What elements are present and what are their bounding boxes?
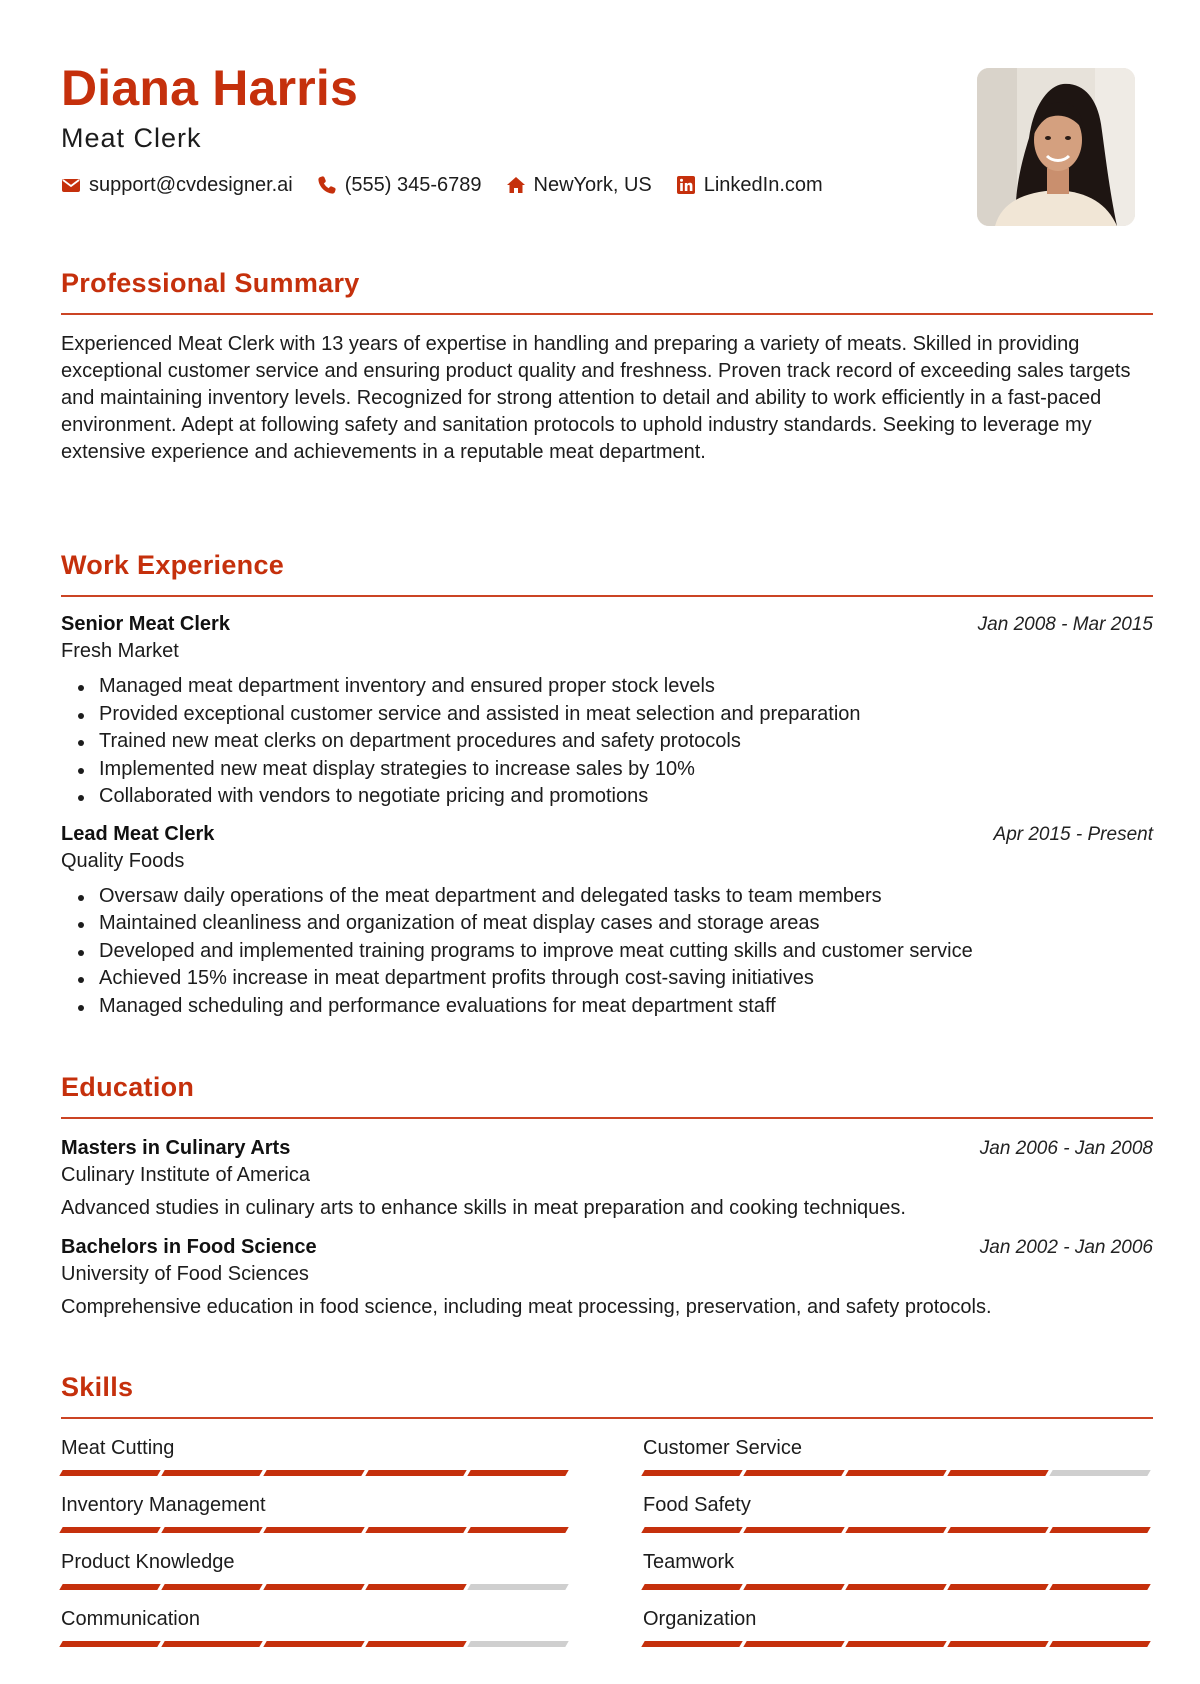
skill-level-segment-filled xyxy=(947,1641,1048,1647)
skill-level-bar xyxy=(643,1641,1153,1647)
skill-level-segment-empty xyxy=(467,1584,568,1590)
skill-level-segment-filled xyxy=(641,1527,742,1533)
section-title-experience: Work Experience xyxy=(61,550,285,580)
skill-item xyxy=(61,1551,571,1590)
skill-level-segment-filled xyxy=(365,1470,466,1476)
section-title-summary: Professional Summary xyxy=(61,268,360,298)
skill-level-segment-filled xyxy=(365,1527,466,1533)
education-entry xyxy=(61,1137,1153,1220)
skill-level-segment-filled xyxy=(365,1584,466,1590)
phone-icon xyxy=(317,175,337,195)
linkedin-text: LinkedIn.com xyxy=(703,173,823,196)
section-title-education: Education xyxy=(61,1072,195,1102)
contact-bar xyxy=(61,174,901,197)
skill-level-segment-filled xyxy=(743,1641,844,1647)
section-divider xyxy=(61,1117,1153,1119)
school-name: Culinary Institute of America xyxy=(61,1164,310,1186)
skill-level-segment-filled xyxy=(467,1527,568,1533)
skill-level-segment-filled xyxy=(263,1641,364,1647)
skill-item xyxy=(61,1494,571,1533)
skill-level-segment-empty xyxy=(467,1641,568,1647)
skill-level-segment-filled xyxy=(263,1527,364,1533)
skill-item xyxy=(61,1437,571,1476)
contact-email[interactable] xyxy=(61,174,293,197)
skill-name: Meat Cutting xyxy=(61,1437,175,1459)
skill-level-bar xyxy=(61,1470,571,1476)
skill-level-segment-filled xyxy=(641,1641,742,1647)
section-title-skills: Skills xyxy=(61,1372,134,1402)
skill-name: Organization xyxy=(643,1608,757,1630)
contact-phone[interactable] xyxy=(317,174,482,197)
skill-level-segment-filled xyxy=(845,1470,946,1476)
linkedin-icon xyxy=(676,175,696,195)
job-dates: Apr 2015 - Present xyxy=(993,823,1153,845)
phone-text: (555) 345-6789 xyxy=(344,173,482,196)
skill-level-segment-filled xyxy=(59,1470,160,1476)
job-title: Lead Meat Clerk xyxy=(61,822,215,845)
skill-level-segment-filled xyxy=(59,1527,160,1533)
skill-name: Teamwork xyxy=(643,1551,735,1573)
skill-level-bar xyxy=(61,1641,571,1647)
job-bullet: Developed and implemented training programs to improve meat cutting skills and customer service xyxy=(61,938,1153,966)
skill-level-segment-filled xyxy=(845,1527,946,1533)
skill-level-segment-filled xyxy=(161,1641,262,1647)
skills-grid xyxy=(61,1419,1153,1667)
education-description: Comprehensive education in food science, including meat processing, preservation, and safety protocols. xyxy=(61,1296,992,1318)
education-section xyxy=(61,1072,1153,1319)
skill-level-segment-filled xyxy=(161,1584,262,1590)
education-entry xyxy=(61,1236,1153,1319)
skill-level-segment-filled xyxy=(365,1641,466,1647)
envelope-icon xyxy=(61,175,81,195)
skill-level-bar xyxy=(643,1584,1153,1590)
job-bullet: Maintained cleanliness and organization of meat display cases and storage areas xyxy=(61,910,1153,938)
skill-level-segment-filled xyxy=(161,1470,262,1476)
degree-title: Masters in Culinary Arts xyxy=(61,1137,291,1159)
skill-level-segment-filled xyxy=(743,1527,844,1533)
skill-level-segment-filled xyxy=(263,1584,364,1590)
job-bullet: Trained new meat clerks on department procedures and safety protocols xyxy=(61,728,1153,756)
home-icon xyxy=(506,175,526,195)
skills-section xyxy=(61,1372,1153,1667)
job-bullet: Managed scheduling and performance evaluations for meat department staff xyxy=(61,993,1153,1021)
contact-linkedin[interactable] xyxy=(676,174,823,197)
candidate-role: Meat Clerk xyxy=(61,122,202,153)
skill-level-bar xyxy=(61,1527,571,1533)
job-bullet: Implemented new meat display strategies to increase sales by 10% xyxy=(61,756,1153,784)
skill-level-segment-filled xyxy=(1049,1584,1150,1590)
candidate-name: Diana Harris xyxy=(61,60,358,116)
job-entry xyxy=(61,823,1153,1021)
skill-item xyxy=(643,1551,1153,1590)
skill-name: Customer Service xyxy=(643,1437,802,1459)
skill-level-segment-filled xyxy=(641,1584,742,1590)
skill-level-segment-filled xyxy=(947,1584,1048,1590)
job-bullets xyxy=(61,883,1153,1021)
job-title: Senior Meat Clerk xyxy=(61,613,230,635)
skill-level-segment-filled xyxy=(947,1470,1048,1476)
school-name: University of Food Sciences xyxy=(61,1263,309,1285)
skill-level-segment-filled xyxy=(641,1470,742,1476)
experience-section xyxy=(61,550,1153,1020)
job-bullets xyxy=(61,673,1153,811)
skill-item xyxy=(643,1437,1153,1476)
summary-text: Experienced Meat Clerk with 13 years of expertise in handling and preparing a variety of meats. Skilled in providing exceptional customer service and ensuring product quality and freshness. Proven track record of exceeding sales targets and maintaining inventory levels. Recognized for strong attention to detail and ability to work efficiently in a fast-paced environment. Adept at following safety and sanitation protocols to uphold industry standards. Seeking to leverage my extensive experience and achievements in a reputable meat department. xyxy=(61,333,1131,463)
summary-section xyxy=(61,268,1153,466)
skill-level-segment-empty xyxy=(1049,1470,1150,1476)
degree-title: Bachelors in Food Science xyxy=(61,1236,317,1258)
profile-photo xyxy=(977,68,1135,226)
job-entry xyxy=(61,613,1153,811)
section-divider xyxy=(61,313,1153,315)
skill-level-segment-filled xyxy=(947,1527,1048,1533)
education-dates: Jan 2002 - Jan 2006 xyxy=(979,1237,1153,1258)
skill-name: Product Knowledge xyxy=(61,1551,235,1573)
contact-location xyxy=(506,174,652,197)
job-bullet: Provided exceptional customer service and assisted in meat selection and preparation xyxy=(61,701,1153,729)
location-text: NewYork, US xyxy=(533,173,652,196)
skill-level-segment-filled xyxy=(1049,1527,1150,1533)
education-dates: Jan 2006 - Jan 2008 xyxy=(979,1138,1153,1159)
skill-level-segment-filled xyxy=(467,1470,568,1476)
skill-level-segment-filled xyxy=(161,1527,262,1533)
section-divider xyxy=(61,595,1153,597)
job-bullet: Collaborated with vendors to negotiate pricing and promotions xyxy=(61,783,1153,811)
skill-name: Inventory Management xyxy=(61,1494,266,1516)
skill-level-segment-filled xyxy=(845,1641,946,1647)
skill-level-bar xyxy=(643,1527,1153,1533)
skill-level-bar xyxy=(61,1584,571,1590)
skill-item xyxy=(643,1494,1153,1533)
job-dates: Jan 2008 - Mar 2015 xyxy=(977,614,1153,635)
skill-name: Food Safety xyxy=(643,1494,751,1516)
skill-name: Communication xyxy=(61,1608,200,1630)
skill-item xyxy=(643,1608,1153,1647)
skill-level-segment-filled xyxy=(743,1584,844,1590)
skill-level-segment-filled xyxy=(1049,1641,1150,1647)
skill-level-segment-filled xyxy=(59,1641,160,1647)
job-company: Quality Foods xyxy=(61,849,185,872)
skill-level-bar xyxy=(643,1470,1153,1476)
skill-item xyxy=(61,1608,571,1647)
skill-level-segment-filled xyxy=(59,1584,160,1590)
job-bullet: Oversaw daily operations of the meat department and delegated tasks to team members xyxy=(61,883,1153,911)
job-bullet: Managed meat department inventory and ensured proper stock levels xyxy=(61,673,1153,701)
email-text: support@cvdesigner.ai xyxy=(89,173,293,196)
skill-level-segment-filled xyxy=(743,1470,844,1476)
resume-header xyxy=(61,62,901,197)
job-bullet: Achieved 15% increase in meat department profits through cost-saving initiatives xyxy=(61,965,1153,993)
education-description: Advanced studies in culinary arts to enhance skills in meat preparation and cooking techniques. xyxy=(61,1197,906,1219)
skill-level-segment-filled xyxy=(263,1470,364,1476)
job-company: Fresh Market xyxy=(61,640,179,662)
skill-level-segment-filled xyxy=(845,1584,946,1590)
